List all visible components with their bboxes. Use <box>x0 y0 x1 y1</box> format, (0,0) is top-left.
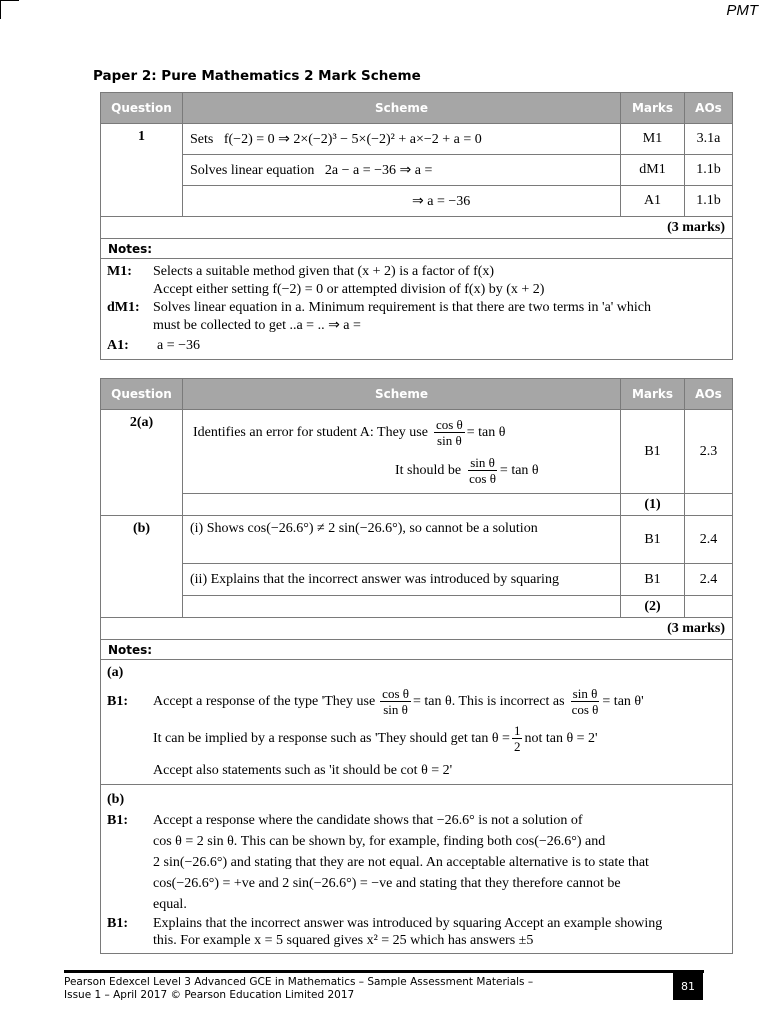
q2a-subtotal: (1) <box>621 494 685 516</box>
corner-mark <box>0 0 19 19</box>
q2b-blank <box>183 596 621 618</box>
col-marks-2: Marks <box>621 379 685 410</box>
q2b-number: (b) <box>101 516 183 618</box>
q1-notes <box>101 259 733 360</box>
col-scheme: Scheme <box>183 93 621 124</box>
brand-label: PMT <box>726 2 758 19</box>
q1-note-m1: M1: Selects a suitable method given that (x + 2) is a factor of f(x) Accept either setting f(−2) = 0 or attempted division of f(x) by (x + 2) <box>107 264 545 297</box>
col-aos-2: AOs <box>685 379 733 410</box>
q1-note-a1: A1: a = −36 <box>107 338 201 353</box>
q2-note-b-b1: B1: Accept a response where the candidate shows that −26.6° is not a solution of cos θ = 2 sin θ. This can be shown by, for example, finding both cos(−26.6°) and 2 sin(−26.6°) and stating that they are not equal. An acceptable alternative is to state that cos(−26.6°) = +ve and 2 sin(−26.6°) = −ve and stating that they therefore cannot be equal. <box>107 813 649 912</box>
q1-row3-ao: 1.1b <box>685 186 733 217</box>
q2-notes-a <box>101 660 733 785</box>
page-title: Paper 2: Pure Mathematics 2 Mark Scheme <box>93 68 421 84</box>
q2b-ao-blank <box>685 596 733 618</box>
footer-text: Pearson Edexcel Level 3 Advanced GCE in Mathematics – Sample Assessment Materials – Issue 1 – April 2017 © Pearson Education Limited 2017 <box>64 976 534 1001</box>
q2-notes-a-heading: (a) <box>107 665 124 680</box>
q2-table <box>100 378 733 954</box>
col-question-2: Question <box>101 379 183 410</box>
q1-note-dm1: dM1: Solves linear equation in a. Minimum requirement is that there are two terms in 'a' which must be collected to get ..a = .. ⇒ a = <box>107 300 652 333</box>
q2-notes-b-heading: (b) <box>107 792 125 807</box>
footer-rule <box>64 970 704 973</box>
col-question: Question <box>101 93 183 124</box>
q2b-i-ao: 2.4 <box>685 516 733 564</box>
q1-row2-ao: 1.1b <box>685 155 733 186</box>
q2a-scheme: Identifies an error for student A: They use $\frac{\text{cos θ}}{\text{sin θ}}$ = tan θ It should be $\frac{\text{sin θ}}{\text{cos θ}}$ = tan θ <box>183 410 621 494</box>
page-number: 81 <box>673 973 703 1000</box>
q1-row1-ao: 3.1a <box>685 124 733 155</box>
q1-row3-scheme: ⇒ a = −36 <box>183 186 621 217</box>
q2b-ii-mark: B1 <box>621 564 685 596</box>
q2-note-a-b1: B1: Accept a response of the type 'They use $\frac{\text{cos θ}}{\text{sin θ}}$ = tan θ . This is incorrect as $\frac{\text{sin θ}}{\text{cos θ}}$ = tan θ ' <box>107 686 644 717</box>
q2a-blank <box>183 494 621 516</box>
col-aos: AOs <box>685 93 733 124</box>
col-scheme-2: Scheme <box>183 379 621 410</box>
q2a-ao-blank <box>685 494 733 516</box>
q2-note-b-b1-second: B1: Explains that the incorrect answer was introduced by squaring Accept an example showing this. For example x = 5 squared gives x² = 25 which has answers ±5 <box>107 916 663 948</box>
q2a-mark: B1 <box>621 410 685 494</box>
q1-row3-mark: A1 <box>621 186 685 217</box>
q2b-i-mark: B1 <box>621 516 685 564</box>
q2-note-a-accept: Accept also statements such as 'it should be cot θ = 2' <box>153 763 453 778</box>
q2-notes-b <box>101 785 733 954</box>
q2b-ii-ao: 2.4 <box>685 564 733 596</box>
q2-total: (3 marks) <box>101 618 733 640</box>
col-marks: Marks <box>621 93 685 124</box>
q2-notes-heading: Notes: <box>101 640 733 660</box>
q1-row1-scheme: Sets f(−2) = 0 ⇒ 2×(−2)³ − 5×(−2)² + a×−2 + a = 0 <box>183 124 621 155</box>
q2b-subtotal: (2) <box>621 596 685 618</box>
q1-row2-scheme: Solves linear equation 2a − a = −36 ⇒ a = <box>183 155 621 186</box>
q2b-ii-scheme: (ii) Explains that the incorrect answer was introduced by squaring <box>183 564 621 596</box>
q2a-ao: 2.3 <box>685 410 733 494</box>
q1-notes-heading: Notes: <box>101 239 733 259</box>
q1-row2-mark: dM1 <box>621 155 685 186</box>
q1-table <box>100 92 733 360</box>
q2b-i-scheme: (i) Shows cos(−26.6°) ≠ 2 sin(−26.6°), so cannot be a solution <box>183 516 621 564</box>
q1-row1-mark: M1 <box>621 124 685 155</box>
q2a-number: 2(a) <box>101 410 183 516</box>
q2-note-a-implied: It can be implied by a response such as 'They should get tan θ = $\frac{1}{2}$ not tan θ = 2' <box>153 723 598 754</box>
q1-number: 1 <box>101 124 183 217</box>
q1-total: (3 marks) <box>101 217 733 239</box>
